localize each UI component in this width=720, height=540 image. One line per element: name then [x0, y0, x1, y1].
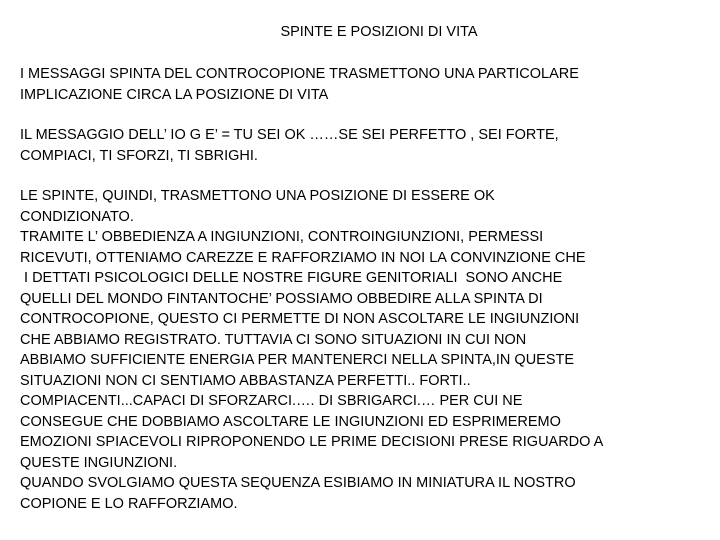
text-line: ABBIAMO SUFFICIENTE ENERGIA PER MANTENERCI NELLA SPINTA,IN QUESTE	[20, 352, 575, 368]
text-line: LE SPINTE, QUINDI, TRASMETTONO UNA POSIZIONE DI ESSERE OK	[20, 188, 495, 204]
text-line: CONTROCOPIONE, QUESTO CI PERMETTE DI NON ASCOLTARE LE INGIUNZIONI	[20, 311, 580, 327]
text-line: QUESTE INGIUNZIONI.	[20, 454, 178, 471]
text-line: COMPIACENTI...CAPACI DI SFORZARCI.…. DI SBRIGARCI.… PER CUI NE	[20, 393, 523, 409]
text-line: I MESSAGGI SPINTA DEL CONTROCOPIONE TRASMETTONO UNA PARTICOLARE	[20, 66, 579, 82]
text-line: SITUAZIONI NON CI SENTIAMO ABBASTANZA PERFETTI.. FORTI..	[20, 372, 471, 389]
text-line: I DETTATI PSICOLOGICI DELLE NOSTRE FIGURE GENITORIALI SONO ANCHE	[20, 270, 563, 286]
text-line: IMPLICAZIONE CIRCA LA POSIZIONE DI VITA	[20, 86, 329, 103]
text-line: TRAMITE L’ OBBEDIENZA A INGIUNZIONI, CONTROINGIUNZIONI, PERMESSI	[20, 229, 544, 245]
text-line: IL MESSAGGIO DELL’ IO G E’ = TU SEI OK ……SE SEI PERFETTO , SEI FORTE,	[20, 127, 559, 143]
text-line: CONDIZIONATO.	[20, 208, 134, 225]
paragraph-body	[20, 186, 720, 514]
text-line: COMPIACI, TI SFORZI, TI SBRIGHI.	[20, 147, 258, 164]
text-line: QUELLI DEL MONDO FINTANTOCHE’ POSSIAMO OBBEDIRE ALLA SPINTA DI	[20, 290, 543, 307]
text-line: CHE ABBIAMO REGISTRATO. TUTTAVIA CI SONO SITUAZIONI IN CUI NON	[20, 331, 527, 348]
text-line: COPIONE E LO RAFFORZIAMO.	[20, 495, 238, 512]
paragraph-intro	[20, 64, 720, 105]
text-line: CONSEGUE CHE DOBBIAMO ASCOLTARE LE INGIUNZIONI ED ESPRIMEREMO	[20, 413, 561, 430]
text-line: EMOZIONI SPIACEVOLI RIPROPONENDO LE PRIME DECISIONI PRESE RIGUARDO A	[20, 434, 604, 450]
paragraph-message	[20, 125, 720, 166]
text-line: QUANDO SVOLGIAMO QUESTA SEQUENZA ESIBIAMO IN MINIATURA IL NOSTRO	[20, 475, 576, 491]
slide-title: SPINTE E POSIZIONI DI VITA	[280, 24, 478, 40]
text-line: RICEVUTI, OTTENIAMO CAREZZE E RAFFORZIAMO IN NOI LA CONVINZIONE CHE	[20, 249, 586, 266]
